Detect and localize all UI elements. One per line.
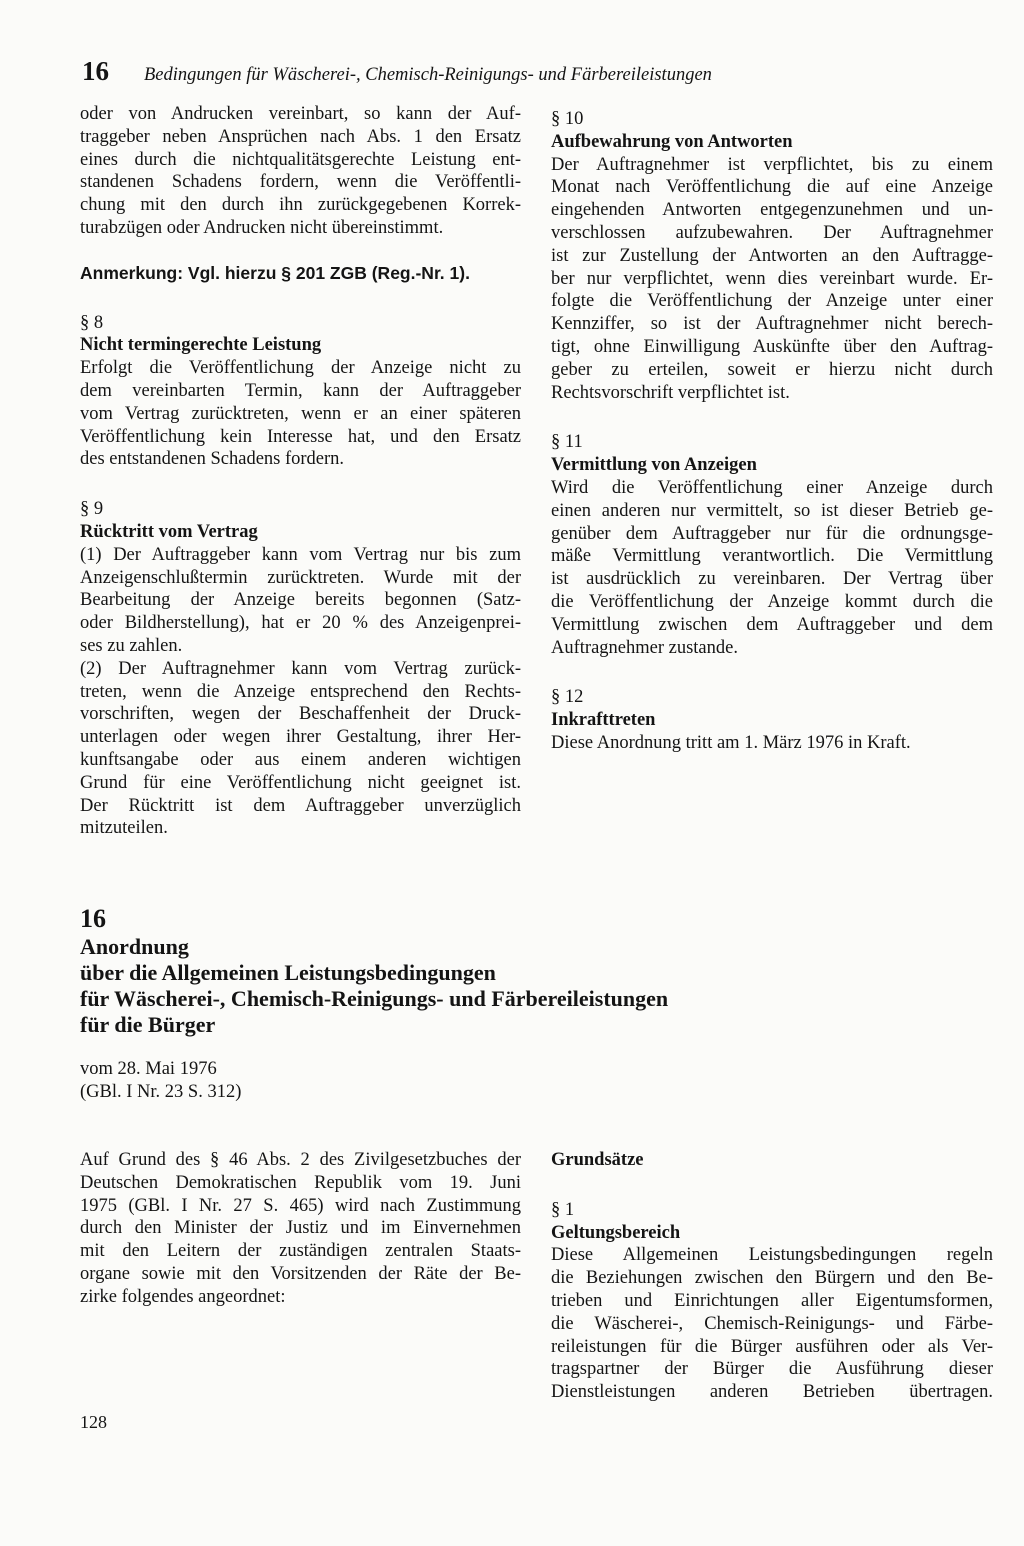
text-line: geber zu erteilen, soweit er hierzu nicht durch — [551, 359, 993, 380]
text-line: mitzuteilen. — [80, 818, 168, 839]
section-heading: Geltungsbereich — [551, 1222, 681, 1243]
preamble-paragraph — [80, 1149, 521, 1309]
text-line: turabzügen oder Andrucken nicht übereinstimmt. — [80, 217, 444, 238]
text-line: die Beziehungen zwischen den Bürgern und den Be- — [551, 1268, 993, 1289]
text-line: traggeber neben Ansprüchen nach Abs. 1 den Ersatz — [80, 126, 521, 147]
section-11 — [551, 431, 993, 659]
section-heading: Inkrafttreten — [551, 710, 656, 731]
text-line: (1) Der Auftraggeber kann vom Vertrag nur bis zum — [80, 544, 521, 565]
text-line: unterlagen oder wegen ihrer Gestaltung, ihrer Her- — [80, 727, 521, 748]
text-line: ses zu zahlen. — [80, 635, 183, 656]
text-line: vom Vertrag zurücktreten, wenn er an einer späteren — [80, 403, 521, 424]
text-line: folgte die Veröffentlichung der Anzeige unter einer — [551, 291, 993, 312]
text-line: Erfolgt die Veröffentlichung der Anzeige nicht zu — [80, 358, 521, 379]
text-line: Monat nach Veröffentlichung die auf eine Anzeige — [551, 177, 993, 198]
section-heading: Rücktritt vom Vertrag — [80, 521, 258, 542]
continued-paragraph — [80, 103, 521, 240]
lower-left-column — [80, 1149, 521, 1309]
text-line: tigt, ohne Einwilligung Auskünfte über den Auftrag- — [551, 336, 993, 357]
text-line: eingehenden Antworten entgegenzunehmen und un- — [551, 200, 993, 221]
text-line: ist ausdrücklich zu vereinbaren. Der Vertrag über — [551, 569, 993, 590]
text-line: genüber dem Auftraggeber nur für die ordnungsge- — [551, 523, 993, 544]
text-line: ist zur Zustellung der Antworten an den Auftragge- — [551, 245, 993, 266]
text-line: verschlossen aufzubewahren. Der Auftragnehmer — [551, 222, 993, 243]
section-1 — [551, 1199, 993, 1404]
text-line: trieben und Einrichtungen aller Eigentumsformen, — [551, 1290, 993, 1311]
text-line: dem vereinbarten Termin, kann der Auftraggeber — [80, 380, 521, 401]
text-line: (2) Der Auftragnehmer kann vom Vertrag zurück- — [80, 658, 521, 679]
section-number: § 12 — [551, 687, 584, 708]
text-line: Der Auftragnehmer ist verpflichtet, bis zu einem — [551, 154, 993, 175]
text-line: ber nur verpflichtet, wenn dies vereinbart wurde. Er- — [551, 268, 993, 289]
text-line: Vermittlung zwischen dem Auftraggeber und dem — [551, 614, 993, 635]
section-number: § 8 — [80, 312, 104, 333]
section-heading: Nicht termingerechte Leistung — [80, 335, 322, 356]
upper-left-column — [80, 103, 521, 840]
document-title-line: für die Bürger — [80, 1012, 216, 1037]
text-line: einen anderen nur vermittelt, so ist dieser Betrieb ge- — [551, 500, 993, 521]
text-line: mäße Vermittlung verantwortlich. Die Vermittlung — [551, 546, 993, 567]
text-line: treten, wenn die Anzeige entsprechend den Rechts- — [80, 681, 521, 702]
document-header — [80, 904, 800, 1038]
text-line: die Veröffentlichung der Anzeige kommt durch die — [551, 591, 993, 612]
text-line: reileistungen für die Bürger ausführen oder als Ver- — [551, 1336, 993, 1357]
section-number: § 1 — [551, 1199, 575, 1220]
document-title-line: Anordnung — [80, 934, 189, 959]
text-line: die Wäscherei-, Chemisch-Reinigungs- und Färbe- — [551, 1313, 993, 1334]
text-line: vorschriften, wegen der Beschaffenheit der Druck- — [80, 704, 521, 725]
document-reference — [80, 1058, 241, 1104]
document-source: (GBl. I Nr. 23 S. 312) — [80, 1081, 242, 1102]
text-line: Diese Allgemeinen Leistungsbedingungen regeln — [551, 1245, 993, 1266]
annotation-note: Anmerkung: Vgl. hierzu § 201 ZGB (Reg.-Nr. 1). — [80, 262, 470, 283]
text-line: des entstandenen Schadens fordern. — [80, 449, 345, 470]
text-line: standenen Schadens fordern, wenn die Veröffentli- — [80, 172, 521, 193]
running-head-number: 16 — [82, 56, 109, 86]
text-line: chung mit den durch ihn zurückgegebenen Korrek- — [80, 195, 521, 216]
section-9 — [80, 498, 521, 840]
document-number: 16 — [80, 904, 106, 933]
text-line: tragspartner der Bürger die Ausführung dieser — [551, 1359, 993, 1380]
running-head-title: Bedingungen für Wäscherei-, Chemisch-Reinigungs- und Färbereileistungen — [144, 65, 712, 85]
text-line: Auf Grund des § 46 Abs. 2 des Zivilgesetzbuches der — [80, 1150, 521, 1170]
running-head — [82, 56, 782, 90]
upper-right-column — [551, 108, 993, 755]
text-line: Grund für eine Veröffentlichung nicht geeignet ist. — [80, 772, 521, 793]
chapter-heading: Grundsätze — [551, 1150, 644, 1170]
text-line: zirke folgendes angeordnet: — [80, 1286, 286, 1307]
section-12 — [551, 686, 993, 754]
text-line: durch den Minister der Justiz und im Einvernehmen — [80, 1218, 521, 1239]
text-line: Auftragnehmer zustande. — [551, 637, 738, 658]
text-line: organe sowie mit den Vorsitzenden der Räte der Be- — [80, 1263, 521, 1284]
text-line: Dienstleistungen anderen Betrieben übertragen. — [551, 1382, 993, 1403]
text-line: Anzeigenschlußtermin zurücktreten. Wurde mit der — [80, 567, 521, 588]
text-line: eines durch die nichtqualitätsgerechte Leistung ent- — [80, 149, 521, 170]
section-8 — [80, 312, 521, 472]
document-title-line: für Wäscherei-, Chemisch-Reinigungs- und Färbereileistungen — [80, 986, 669, 1011]
section-heading: Aufbewahrung von Antworten — [551, 131, 793, 152]
section-number: § 11 — [551, 432, 583, 453]
document-date: vom 28. Mai 1976 — [80, 1059, 217, 1079]
text-line: Deutschen Demokratischen Republik vom 19. Juni — [80, 1172, 521, 1193]
text-line: oder von Andrucken vereinbart, so kann der Auf- — [80, 104, 521, 124]
page-number: 128 — [80, 1412, 107, 1432]
section-number: § 9 — [80, 499, 104, 520]
section-10 — [551, 108, 993, 404]
section-heading: Vermittlung von Anzeigen — [551, 455, 757, 476]
text-line: Rechtsvorschrift verpflichtet ist. — [551, 382, 790, 403]
document-title-line: über die Allgemeinen Leistungsbedingungen — [80, 960, 496, 985]
text-line: Diese Anordnung tritt am 1. März 1976 in Kraft. — [551, 732, 911, 753]
text-line: mit den Leitern der zuständigen zentralen Staats- — [80, 1241, 521, 1262]
text-line: oder Bildherstellung), hat er 20 % des Anzeigenprei- — [80, 613, 521, 634]
text-line: Wird die Veröffentlichung einer Anzeige durch — [551, 477, 993, 498]
text-line: Der Rücktritt ist dem Auftraggeber unverzüglich — [80, 795, 521, 816]
text-line: Kennziffer, so ist der Auftragnehmer nicht berech- — [551, 314, 993, 335]
section-number: § 10 — [551, 109, 584, 129]
text-line: kunftsangabe oder aus einem anderen wichtigen — [80, 749, 521, 770]
text-line: Veröffentlichung kein Interesse hat, und den Ersatz — [80, 426, 521, 447]
text-line: 1975 (GBl. I Nr. 27 S. 465) wird nach Zustimmung — [80, 1195, 521, 1216]
text-line: Bearbeitung der Anzeige bereits begonnen (Satz- — [80, 590, 521, 611]
lower-right-column — [551, 1149, 993, 1404]
